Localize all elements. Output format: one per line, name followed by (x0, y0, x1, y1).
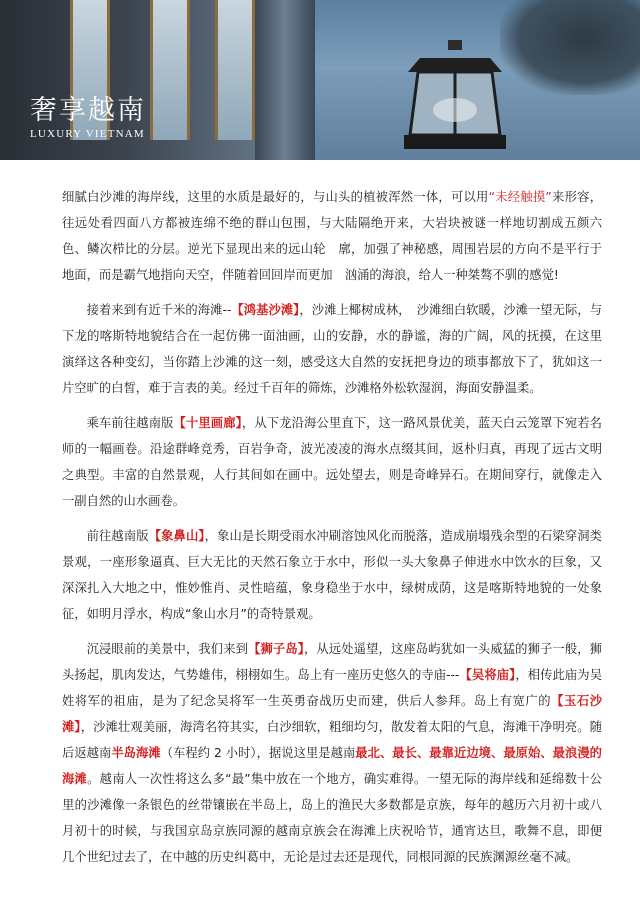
highlight-text: 半岛海滩 (111, 746, 161, 760)
brand-subtitle: LUXURY VIETNAM (30, 128, 145, 140)
brand-title: 奢享越南 (30, 95, 146, 126)
karst-cliff (500, 0, 640, 95)
paragraph (62, 184, 602, 288)
paragraph (62, 297, 602, 401)
text-run: ，相传此庙为吴姓将军的祖庙，是为了纪念吴将军一生英勇奋战历史而建，供后人参拜。岛上有宽广的 (62, 668, 602, 708)
curtain (255, 0, 315, 160)
text-run: 接着来到有近千米的海滩-- (86, 303, 232, 317)
text-run: 。越南人一次性将这么多“最”集中放在一个地方，确实难得。一望无际的海岸线和延绵数十公里的沙滩像一条银色的丝带镶嵌在半岛上，岛上的渔民大多数都是京族，每年的越历六月初十或八月初十的时候，与我国京岛京族同源的越南京族会在海滩上庆祝哈节，通宵达旦，歌舞不息，即便几个世纪过去了，在中越的历史纠葛中，无论是过去还是现代，同根同源的民族渊源丝毫不减。 (62, 772, 602, 864)
paragraph (62, 636, 602, 870)
text-run: ，象山是长期受雨水冲刷溶蚀风化而脱落，造成崩塌残余型的石梁穿洞类景观，一座形象逼真、巨大无比的天然石象立于水中，形似一头大象鼻子伸进水中饮水的巨象，又深深扎入大地之中，惟妙惟肖、灵性暗蕴，象身稳坐于水中，绿树成荫，这是喀斯特地貌的一处象征，如明月浮水，构成“象山水月”的奇特景观。 (62, 529, 602, 621)
text-run: ，沙滩上椰树成林， 沙滩细白软暖，沙滩一望无际，与下龙的喀斯特地貌结合在一起仿佛一面油画，山的安静，水的静谧，海的广阔，风的抚摸，在这里演绎这各种变幻，当你踏上沙滩的这一刻，感受这大自然的安抚把身边的琐事都放下了，犹如这一片空旷的白皙，难于言表的美。经过千百年的筛炼，沙滩格外松软湿润，海面安静温柔。 (62, 303, 603, 395)
header-banner (0, 0, 640, 160)
highlight-text: 【象鼻山】 (148, 529, 205, 543)
text-run: （车程约 2 小时），据说这里是越南 (160, 746, 356, 760)
highlight-text: “未经触摸” (488, 190, 552, 204)
paragraph (62, 523, 602, 627)
highlight-text: 【玉石沙滩】 (62, 694, 602, 734)
text-run: ，从远处遥望，这座岛屿犹如一头威猛的狮子一般，狮头扬起，肌肉发达，气势雄伟，栩栩如生。岛上有一座历史悠久的寺庙--- (62, 642, 602, 682)
text-run: 乘车前往越南版 (86, 416, 174, 430)
window-frame (150, 0, 190, 140)
text-run: 沉浸眼前的美景中，我们来到 (86, 642, 249, 656)
highlight-text: 【吴将庙】 (459, 668, 516, 682)
highlight-text: 【鸿基沙滩】 (231, 303, 300, 317)
text-run: ，从下龙沿海公里直下，这一路风景优美，蓝天白云笼罩下宛若名师的一幅画卷。沿途群峰竞秀，百岩争奇，波光凌凌的海水点缀其间，返朴归真，再现了远古文明之典型。丰富的自然景观，人行其间如在画中。远处望去，则是奇峰异石。在期间穿行，就像走入一副自然的山水画卷。 (62, 416, 602, 508)
text-run: ，沙滩壮观美丽，海湾名符其实，白沙细软，粗细均匀，散发着太阳的气息，海滩干净明亮。随后返越南 (62, 720, 602, 760)
highlight-text: 最北、最长、最靠近边境、最原始、最浪漫的海滩 (62, 746, 602, 786)
text-run: 来形容，往远处看四面八方都被连绵不绝的群山包围，与大陆隔绝开来，大岩块被谜一样地切割成五颜六色、鳞次栉比的分层。逆光下显现出来的远山轮 廓，加强了神秘感，周围岩层的方向不是平行于地面，而是霸气地指向天空，伴随着回回岸而更加 汹涌的海浪，给人一种桀骜不驯的感觉! (62, 190, 602, 282)
highlight-text: 【十里画廊】 (173, 416, 242, 430)
highlight-text: 【狮子岛】 (248, 642, 305, 656)
article-body (62, 184, 602, 879)
lantern-icon (390, 40, 520, 160)
text-run: 细腻白沙滩的海岸线，这里的水质是最好的，与山头的植被浑然一体，可以用 (62, 190, 489, 204)
window-frame (215, 0, 255, 140)
text-run: 前往越南版 (86, 529, 149, 543)
paragraph (62, 410, 602, 514)
